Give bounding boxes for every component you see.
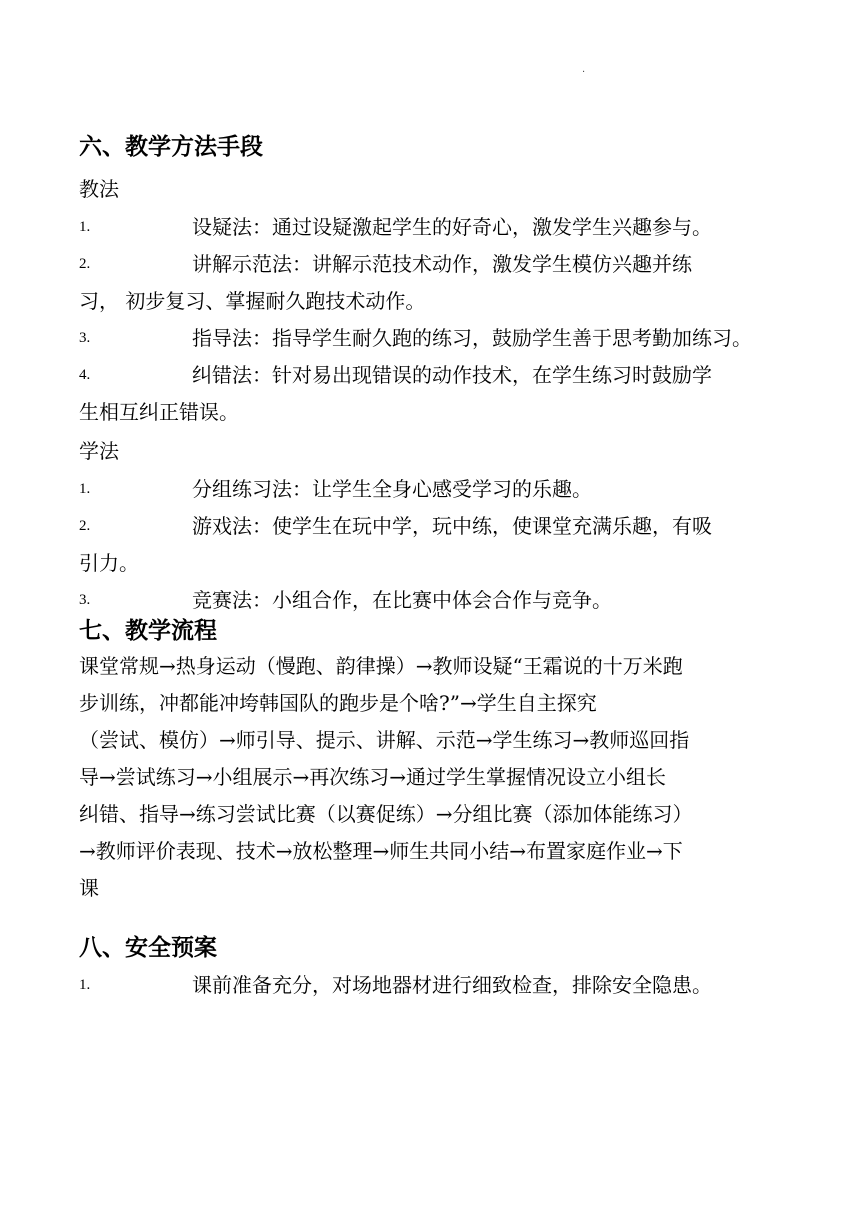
teach-item-2 — [79, 251, 799, 325]
flow-line: （尝试、模仿）→师引导、提示、讲解、示范→学生练习→教师巡回指 — [79, 728, 690, 752]
learn-item-1 — [79, 476, 799, 513]
flow-line: 导→尝试练习→小组展示→再次练习→通过学生掌握情况设立小组长 — [79, 765, 667, 789]
item-number: 1. — [79, 977, 91, 993]
item-number: 3. — [79, 330, 91, 346]
flow-line: →教师评价表现、技术→放松整理→师生共同小结→布置家庭作业→下 — [79, 839, 683, 863]
item-number: 2. — [79, 518, 91, 534]
item-text: 设疑法：通过设疑激起学生的好奇心，激发学生兴趣参与。 — [192, 215, 712, 239]
flow-line: 纠错、指导→练习尝试比赛（以赛促练）→分组比赛（添加体能练习） — [79, 802, 693, 826]
teaching-flow-paragraph — [79, 653, 799, 912]
item-text: 游戏法：使学生在玩中学，玩中练，使课堂充满乐趣，有吸 — [192, 514, 712, 538]
section-6-title: 六、教学方法手段 — [79, 134, 263, 160]
learning-methods-label: 学法 — [79, 439, 119, 463]
item-number: 1. — [79, 219, 91, 235]
flow-line: 步训练，冲都能冲垮韩国队的跑步是个啥?”→学生自主探究 — [79, 691, 597, 715]
learn-item-2 — [79, 513, 799, 587]
item-text-continued: 习， 初步复习、掌握耐久跑技术动作。 — [79, 289, 426, 313]
item-text-continued: 引力。 — [79, 551, 139, 575]
item-text: 竞赛法：小组合作，在比赛中体会合作与竞争。 — [192, 588, 612, 612]
item-number: 2. — [79, 256, 91, 272]
item-text: 指导法：指导学生耐久跑的练习，鼓励学生善于思考勤加练习。 — [192, 326, 752, 350]
section-7-title: 七、教学流程 — [79, 618, 217, 644]
item-number: 4. — [79, 367, 91, 383]
item-text: 讲解示范法：讲解示范技术动作，激发学生模仿兴趣并练 — [192, 252, 692, 276]
item-text: 纠错法：针对易出现错误的动作技术，在学生练习时鼓励学 — [192, 363, 712, 387]
section-8-title: 八、安全预案 — [79, 935, 217, 961]
teaching-methods-label: 教法 — [79, 177, 119, 201]
flow-line: 课堂常规→热身运动（慢跑、韵律操）→教师设疑“王霜说的十万米跑 — [79, 654, 683, 678]
header-mark: · — [582, 67, 586, 78]
teach-item-4 — [79, 362, 799, 436]
item-text-continued: 生相互纠正错误。 — [79, 400, 239, 424]
item-text: 分组练习法：让学生全身心感受学习的乐趣。 — [192, 477, 592, 501]
item-number: 1. — [79, 481, 91, 497]
item-number: 3. — [79, 592, 91, 608]
teach-item-1 — [79, 214, 799, 251]
safety-item-1 — [79, 972, 799, 1009]
teach-item-3 — [79, 325, 799, 362]
item-text: 课前准备充分，对场地器材进行细致检查，排除安全隐患。 — [192, 973, 712, 997]
flow-line: 课 — [79, 876, 99, 900]
